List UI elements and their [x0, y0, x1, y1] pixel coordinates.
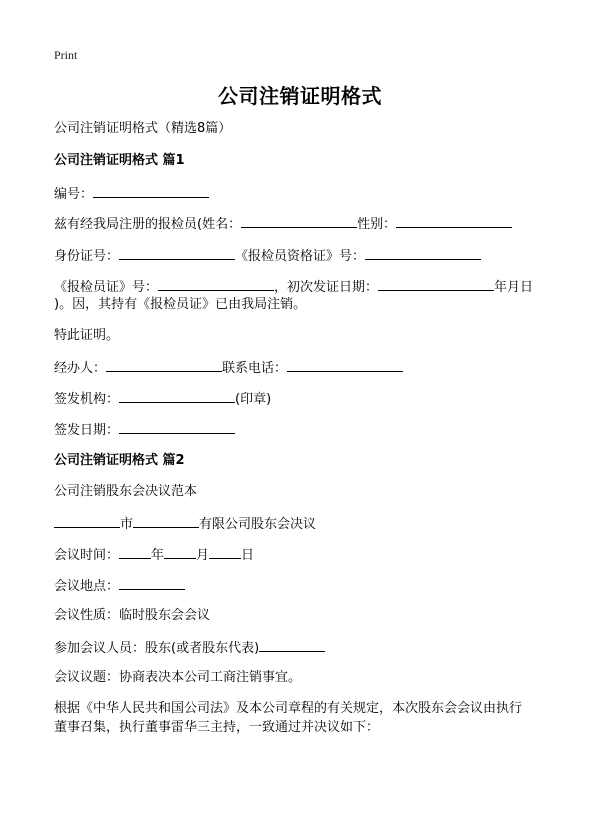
month-label: 月: [196, 548, 210, 563]
issuer-label: 签发机构：: [54, 392, 120, 407]
print-link[interactable]: Print: [54, 48, 78, 62]
section2-heading: 公司注销证明格式 篇2: [54, 453, 185, 468]
id-line: [54, 246, 481, 266]
handler-label: 经办人：: [54, 361, 107, 376]
subtitle: 公司注销证明格式（精选8篇）: [54, 121, 232, 136]
attendees-line: [54, 638, 325, 658]
location-line: [54, 576, 185, 596]
ymd-label: 年月日: [494, 280, 534, 295]
first-issue-label: ，初次发证日期：: [274, 280, 379, 295]
month-blank: [164, 545, 196, 559]
location-label: 会议地点：: [54, 579, 120, 594]
attendees-blank: [259, 638, 325, 652]
phone-label: 联系电话：: [222, 361, 288, 376]
name-blank: [241, 214, 357, 228]
issuer-blank: [119, 389, 235, 403]
attendees-label: 参加会议人员：股东(或者股东代表): [54, 641, 260, 656]
day-label: 日: [241, 548, 255, 563]
page-title: 公司注销证明格式: [218, 84, 382, 108]
basis-line-1: 根据《中华人民共和国公司法》及本公司章程的有关规定，本次股东会会议由执行: [54, 701, 523, 716]
registered-label: 兹有经我局注册的报检员(姓名：: [54, 217, 242, 232]
seal-label: (印章): [235, 392, 272, 407]
inspector-cert-blank: [158, 277, 274, 291]
qualification-blank: [365, 246, 481, 260]
first-issue-blank: [378, 277, 494, 291]
meeting-time-line: [54, 545, 254, 565]
city-blank: [54, 514, 120, 528]
topic-text: 会议议题：协商表决本公司工商注销事宜。: [54, 670, 302, 685]
company-blank: [133, 514, 199, 528]
year-label: 年: [151, 548, 165, 563]
handler-blank: [106, 358, 222, 372]
inspector-cert-label: 《报检员证》号：: [54, 280, 159, 295]
cancel-text: )。因，其持有《报检员证》已由我局注销。: [54, 297, 307, 312]
day-blank: [209, 545, 241, 559]
id-label: 身份证号：: [54, 249, 120, 264]
nature-text: 会议性质：临时股东会会议: [54, 608, 211, 623]
meeting-time-label: 会议时间：: [54, 548, 120, 563]
handler-line: [54, 358, 403, 378]
issue-date-label: 签发日期：: [54, 423, 120, 438]
issuer-line: [54, 389, 271, 409]
company-resolution-label: 有限公司股东会决议: [199, 517, 317, 532]
gender-blank: [396, 214, 512, 228]
template-title: 公司注销股东会决议范本: [54, 484, 198, 499]
section1-heading: 公司注销证明格式 篇1: [54, 153, 185, 168]
registered-line: [54, 214, 512, 234]
serial-line: [54, 184, 209, 204]
year-blank: [119, 545, 151, 559]
issue-date-blank: [119, 420, 235, 434]
gender-label: 性别：: [357, 217, 397, 232]
location-blank: [119, 576, 185, 590]
company-resolution-line: [54, 514, 316, 534]
serial-label: 编号：: [54, 187, 94, 202]
serial-blank: [93, 184, 209, 198]
id-blank: [119, 246, 235, 260]
certify-text: 特此证明。: [54, 328, 120, 343]
issue-date-line: [54, 420, 235, 440]
inspector-cert-line: [54, 277, 533, 297]
city-label: 市: [120, 517, 134, 532]
basis-line-2: 董事召集，执行董事雷华三主持，一致通过并决议如下：: [54, 720, 380, 735]
phone-blank: [287, 358, 403, 372]
qualification-label: 《报检员资格证》号：: [235, 249, 366, 264]
